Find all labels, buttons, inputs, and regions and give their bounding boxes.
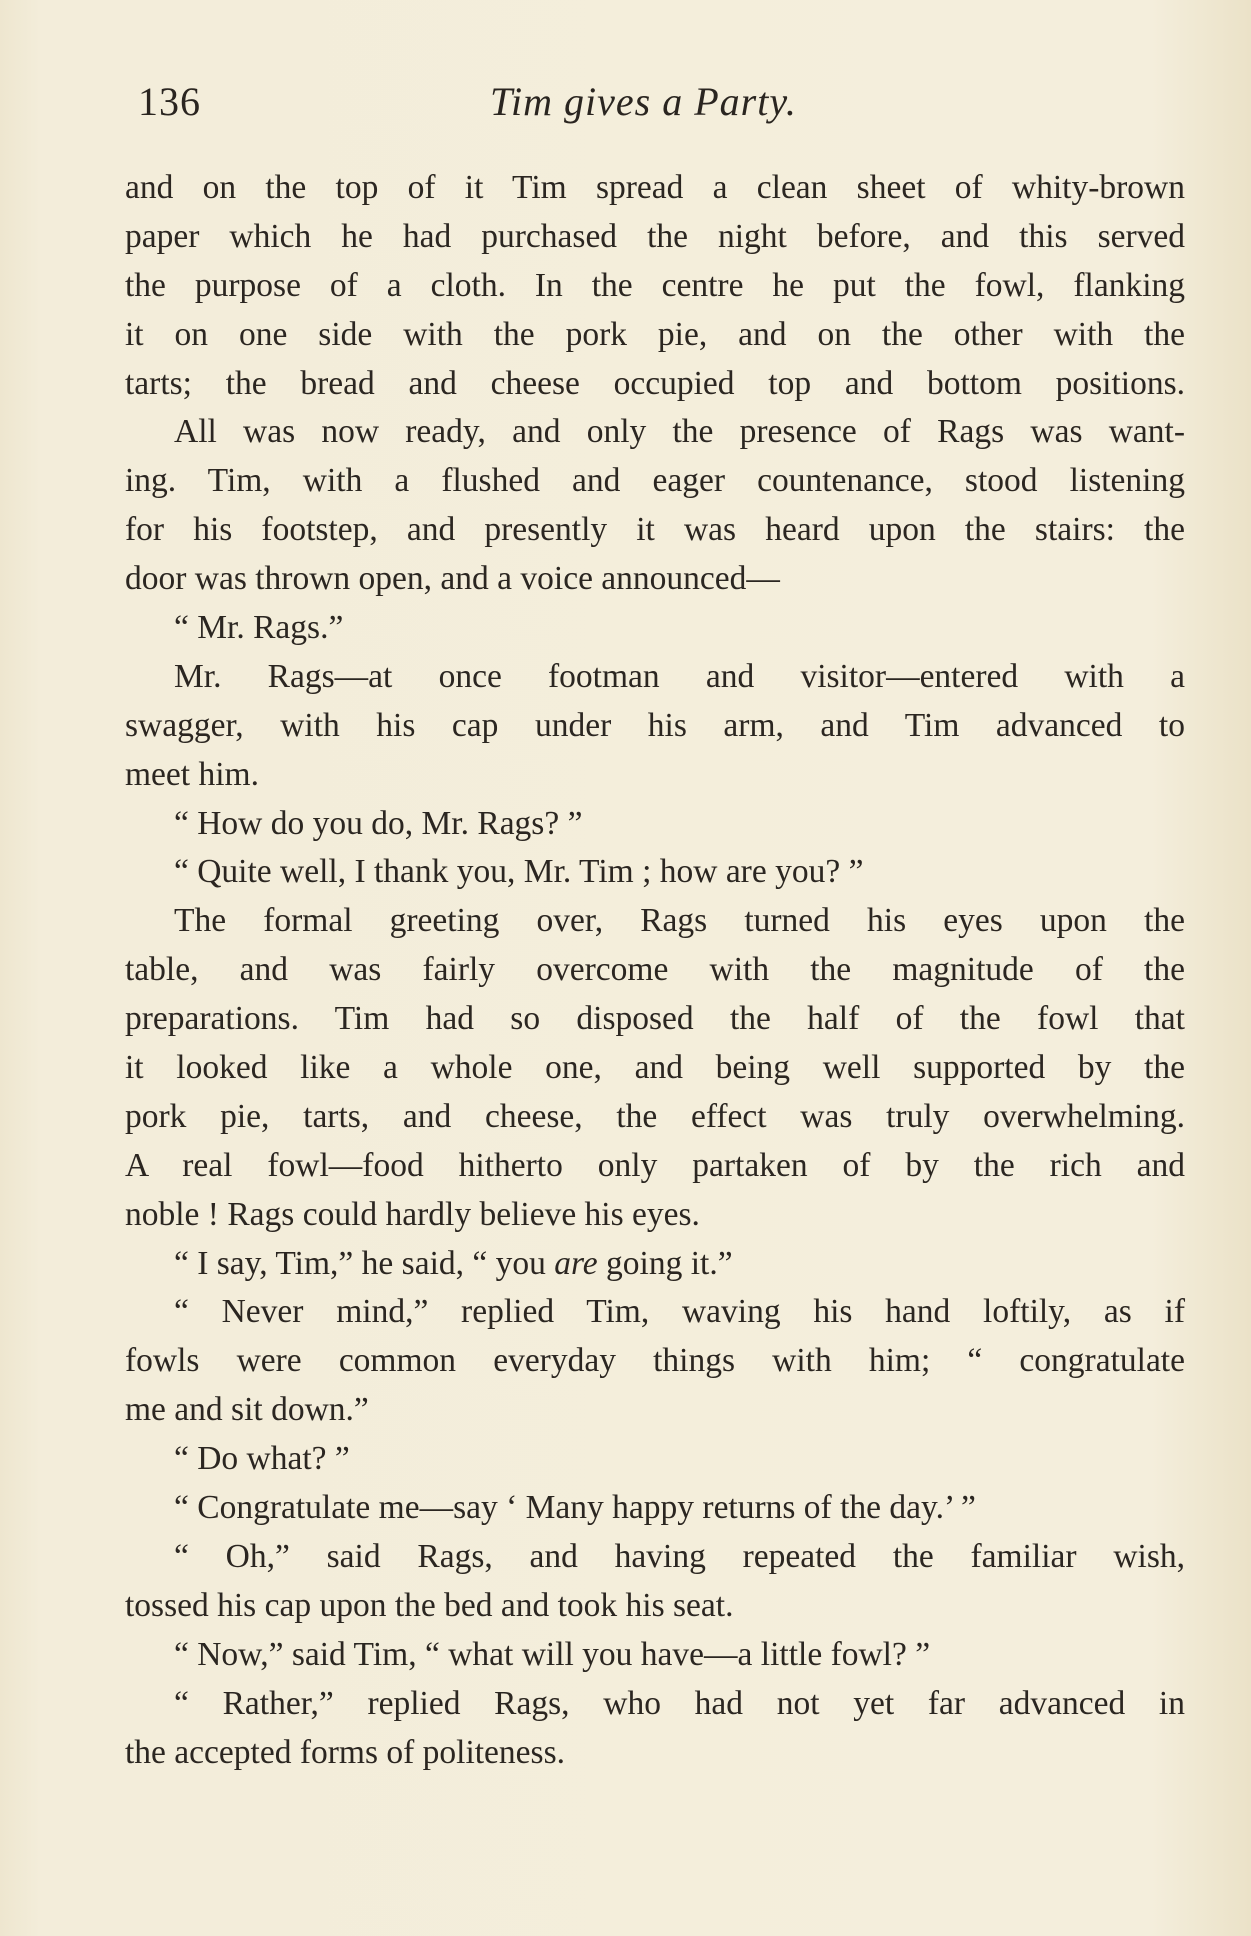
text-line: “ Mr. Rags.” — [174, 609, 344, 647]
text-line: “ Now,” said Tim, “ what will you have—a little fowl? ” — [174, 1635, 931, 1673]
text-line: Mr. Rags—at once footman and visitor—entered with a — [174, 657, 1185, 695]
text-line: meet him. — [125, 755, 259, 793]
running-title: Tim gives a Party. — [490, 79, 797, 124]
text-line: and on the top of it Tim spread a clean sheet of whity-brown — [125, 169, 1185, 206]
text-line: table, and was fairly overcome with the magnitude of the — [125, 951, 1185, 989]
text-line: The formal greeting over, Rags turned his eyes upon the — [174, 902, 1185, 940]
text-line: “ Never mind,” replied Tim, waving his hand loftily, as if — [174, 1293, 1185, 1331]
page-header — [138, 78, 1188, 138]
body-text — [125, 164, 1185, 1777]
text-line: “ Rather,” replied Rags, who had not yet far advanced in — [174, 1684, 1185, 1722]
text-line: “ How do you do, Mr. Rags? ” — [174, 804, 583, 842]
text-line: tossed his cap upon the bed and took his seat. — [125, 1586, 734, 1624]
text-line: preparations. Tim had so disposed the half of the fowl that — [125, 1000, 1185, 1038]
text-line: it looked like a whole one, and being well supported by the — [125, 1049, 1185, 1087]
text-line: noble ! Rags could hardly believe his eyes. — [125, 1195, 700, 1233]
text-line: All was now ready, and only the presence of Rags was want- — [174, 413, 1185, 451]
text-line: “ Quite well, I thank you, Mr. Tim ; how are you? ” — [174, 853, 864, 891]
text-line: me and sit down.” — [125, 1391, 369, 1429]
text-line: tarts; the bread and cheese occupied top and bottom positions. — [125, 364, 1185, 402]
text-line: the purpose of a cloth. In the centre he put the fowl, flanking — [125, 266, 1185, 304]
text-line: for his footstep, and presently it was heard upon the stairs: the — [125, 511, 1185, 549]
text-line: ing. Tim, with a flushed and eager countenance, stood listening — [125, 462, 1185, 500]
page-number: 136 — [138, 79, 201, 124]
text-line: it on one side with the pork pie, and on the other with the — [125, 315, 1185, 353]
text-line: swagger, with his cap under his arm, and Tim advanced to — [125, 706, 1185, 744]
text-line: A real fowl—food hitherto only partaken of by the rich and — [125, 1146, 1185, 1184]
text-line: paper which he had purchased the night before, and this served — [125, 217, 1185, 255]
text-line: fowls were common everyday things with him; “ congratulate — [125, 1342, 1185, 1380]
text-line: “ Do what? ” — [174, 1440, 350, 1478]
text-line: pork pie, tarts, and cheese, the effect was truly overwhelming. — [125, 1097, 1185, 1135]
text-line: “ Congratulate me—say ‘ Many happy returns of the day.’ ” — [174, 1489, 976, 1527]
text-line: “ I say, Tim,” he said, “ you are going it.” — [174, 1244, 733, 1282]
text-line: door was thrown open, and a voice announced— — [125, 560, 780, 598]
text-line: “ Oh,” said Rags, and having repeated the familiar wish, — [174, 1537, 1185, 1575]
text-line: the accepted forms of politeness. — [125, 1733, 565, 1771]
